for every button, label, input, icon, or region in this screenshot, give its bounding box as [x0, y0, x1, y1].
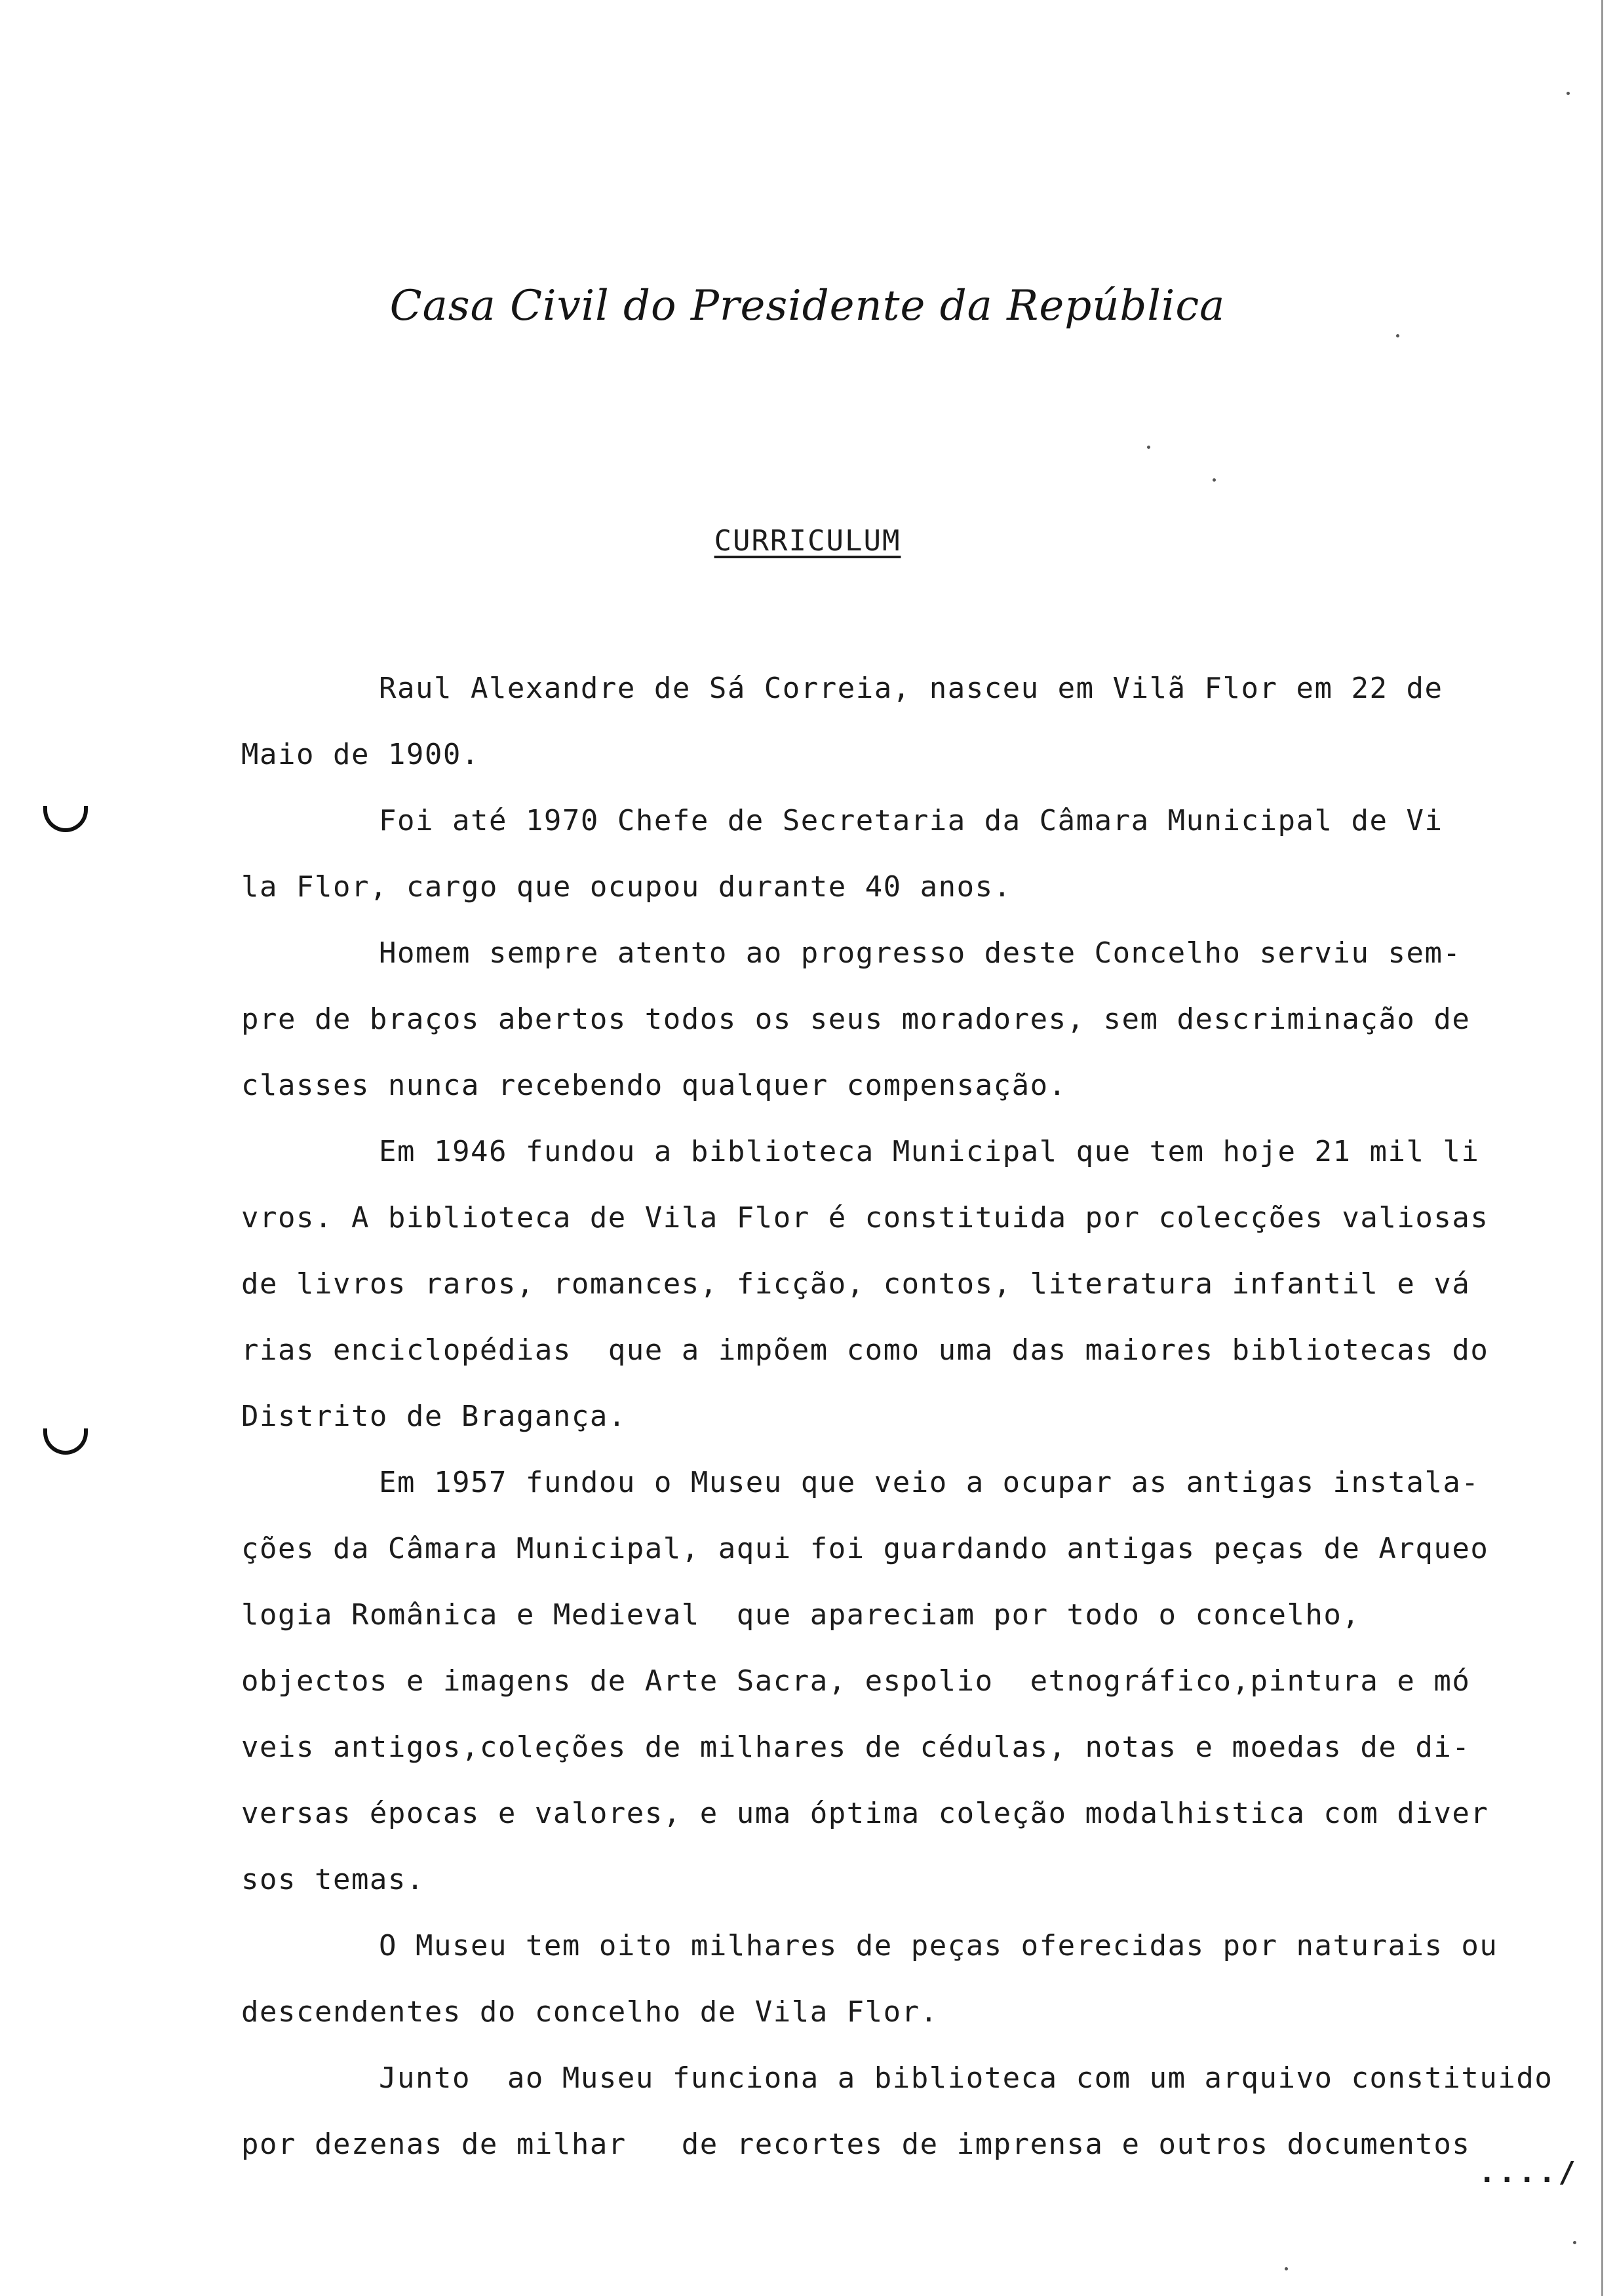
scan-speck: [1147, 446, 1150, 449]
scan-speck: [1396, 334, 1399, 337]
body-text: [241, 655, 1591, 2177]
text-line: objectos e imagens de Arte Sacra, espolio etnográfico,pintura e mó: [241, 1664, 1471, 1698]
text-line: Homem sempre atento ao progresso deste Concelho serviu sem-: [379, 936, 1462, 970]
continuation-mark: ..../: [1478, 2156, 1578, 2189]
text-line: de livros raros, romances, ficção, contos, literatura infantil e vá: [241, 1267, 1471, 1301]
text-line: veis antigos,coleções de milhares de cédulas, notas e moedas de di-: [241, 1731, 1471, 1764]
text-line: Maio de 1900.: [241, 738, 480, 771]
punch-hole-mark: [43, 806, 88, 832]
text-line: logia Românica e Medieval que apareciam por todo o concelho,: [241, 1598, 1361, 1632]
text-line: ções da Câmara Municipal, aqui foi guardando antigas peças de Arqueo: [241, 1532, 1489, 1565]
punch-hole-mark: [43, 1428, 88, 1455]
text-line: Junto ao Museu funciona a biblioteca com um arquivo constituido: [379, 2061, 1553, 2095]
text-line: descendentes do concelho de Vila Flor.: [241, 1995, 939, 2029]
scan-speck: [1285, 2267, 1288, 2270]
scan-speck: [1213, 478, 1216, 482]
scan-speck: [1573, 2241, 1576, 2244]
scan-speck: [1566, 92, 1570, 95]
text-line: Distrito de Bragança.: [241, 1400, 627, 1433]
text-line: vros. A biblioteca de Vila Flor é constituida por colecções valiosas: [241, 1201, 1489, 1234]
page-edge-line: [1601, 0, 1603, 2296]
text-line: classes nunca recebendo qualquer compensação.: [241, 1069, 1067, 1102]
text-line: Em 1946 fundou a biblioteca Municipal que tem hoje 21 mil li: [379, 1135, 1480, 1168]
text-line: por dezenas de milhar de recortes de imprensa e outros documentos: [241, 2128, 1471, 2161]
text-line: Foi até 1970 Chefe de Secretaria da Câmara Municipal de Vi: [379, 804, 1443, 837]
document-title: CURRICULUM: [714, 524, 901, 558]
text-line: la Flor, cargo que ocupou durante 40 anos.: [241, 870, 1012, 904]
letterhead: Casa Civil do Presidente da República: [389, 282, 1226, 330]
text-line: Em 1957 fundou o Museu que veio a ocupar as antigas instala-: [379, 1466, 1480, 1499]
text-line: pre de braços abertos todos os seus moradores, sem descriminação de: [241, 1003, 1471, 1036]
text-line: O Museu tem oito milhares de peças oferecidas por naturais ou: [379, 1929, 1498, 1962]
text-line: Raul Alexandre de Sá Correia, nasceu em Vilã Flor em 22 de: [379, 672, 1443, 705]
text-line: rias enciclopédias que a impõem como uma das maiores bibliotecas do: [241, 1333, 1489, 1367]
text-line: versas épocas e valores, e uma óptima coleção modalhistica com diver: [241, 1797, 1489, 1830]
text-line: sos temas.: [241, 1863, 425, 1896]
